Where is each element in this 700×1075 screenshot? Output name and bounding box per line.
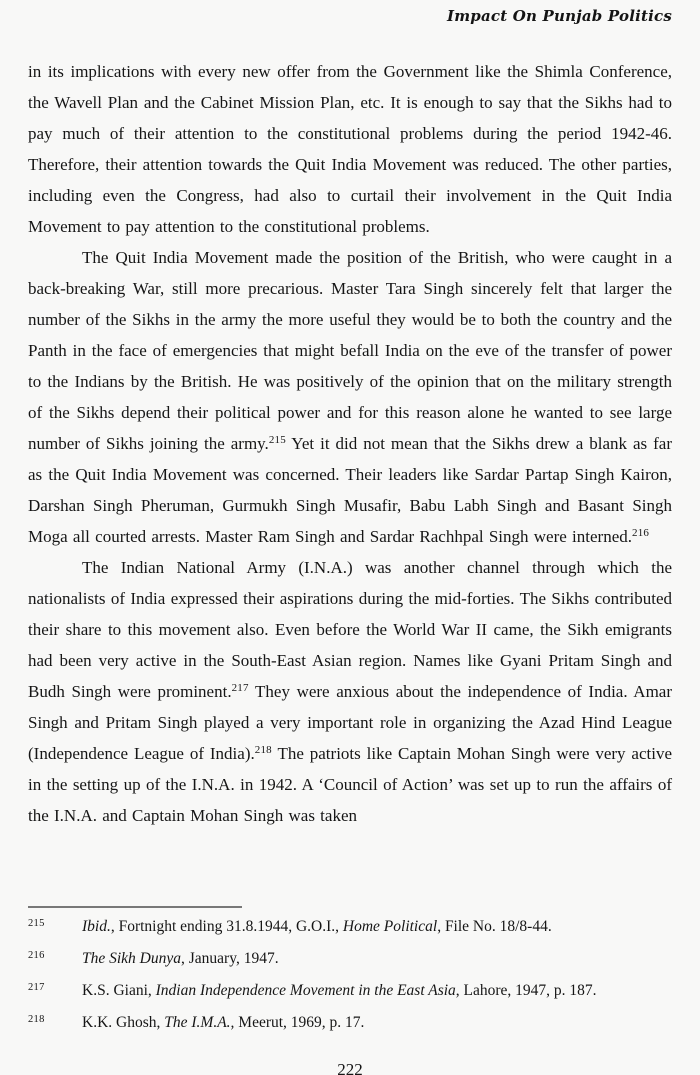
footnote-215: [28, 917, 672, 937]
footnote-text: The Sikh Dunya, January, 1947.: [82, 950, 279, 967]
paragraph-2-text-b: Yet it did not mean that the Sikhs drew a blank as far as the Quit India Movement was concerned. Their leaders like Sardar Partap Singh Kairon, Darshan Singh Pheruman, Gurmukh Singh Musafir, Babu Labh Singh and Basant Singh Moga all courted arrests. Master Ram Singh and Sardar Rachhpal Singh were interned.: [28, 434, 672, 546]
footnote-text: Ibid., Fortnight ending 31.8.1944, G.O.I., Home Political, File No. 18/8-44.: [82, 918, 552, 935]
body-text: [28, 56, 672, 831]
footnote-217: [28, 981, 672, 1001]
footnote-number: 216: [28, 950, 45, 961]
paragraph-3: [28, 552, 672, 831]
paragraph-2-text-a: The Quit India Movement made the position of the British, who were caught in a back-breaking War, still more precarious. Master Tara Singh sincerely felt that larger the number of the Sikhs in the army the more useful they would be to both the country and the Panth in the face of emergencies that might befall India on the eve of the transfer of power to the Indians by the British. He was positively of the opinion that on the military strength of the Sikhs depend their political power and for this reason alone he wanted to see large number of Sikhs joining the army.: [28, 248, 672, 453]
footnote-text: K.S. Giani, Indian Independence Movement in the East Asia, Lahore, 1947, p. 187.: [82, 982, 597, 999]
footnote-separator: [28, 906, 242, 908]
paragraph-1-text: in its implications with every new offer from the Government like the Shimla Conference, the Wavell Plan and the Cabinet Mission Plan, etc. It is enough to say that the Sikhs had to pay much of their attention to the constitutional problems during the period 1942-46. Therefore, their attention towards the Quit India Movement was reduced. The other parties, including even the Congress, had also to curtail their involvement in the Quit India Movement to pay attention to the constitutional problems.: [28, 62, 672, 236]
paragraph-1: [28, 56, 672, 242]
footnote-text: K.K. Ghosh, The I.M.A., Meerut, 1969, p. 17.: [82, 1014, 365, 1031]
footnote-216: [28, 949, 672, 969]
paragraph-3-text-b: They were anxious about the independence of India. Amar Singh and Pritam Singh played a very important role in organizing the Azad Hind League (Independence League of India).: [28, 682, 673, 763]
paragraph-2: [28, 242, 672, 552]
footnote-ref-218: 218: [254, 744, 272, 756]
footnote-ref-217: 217: [231, 682, 249, 694]
footnote-ref-216: 216: [632, 527, 650, 539]
paragraph-3-text-c: The patriots like Captain Mohan Singh were very active in the setting up of the I.N.A. in 1942. A ‘Council of Action’ was set up to run the affairs of the I.N.A. and Captain Mohan Singh was taken: [28, 744, 673, 825]
footnote-number: 218: [28, 1014, 45, 1025]
footnote-number: 217: [28, 982, 45, 993]
footnote-218: [28, 1013, 672, 1033]
footnote-number: 215: [28, 918, 45, 929]
footnote-ref-215: 215: [268, 434, 286, 446]
paragraph-3-text-a: The Indian National Army (I.N.A.) was another channel through which the nationalists of India expressed their aspirations during the mid-forties. The Sikhs contributed their share to this movement also. Even before the World War II came, the Sikh emigrants had been very active in the South-East Asian region. Names like Gyani Pritam Singh and Budh Singh were prominent.: [28, 558, 672, 701]
running-header: Impact On Punjab Politics: [446, 7, 672, 25]
footnote-area: [28, 906, 672, 1045]
page-number: 222: [337, 1060, 363, 1075]
